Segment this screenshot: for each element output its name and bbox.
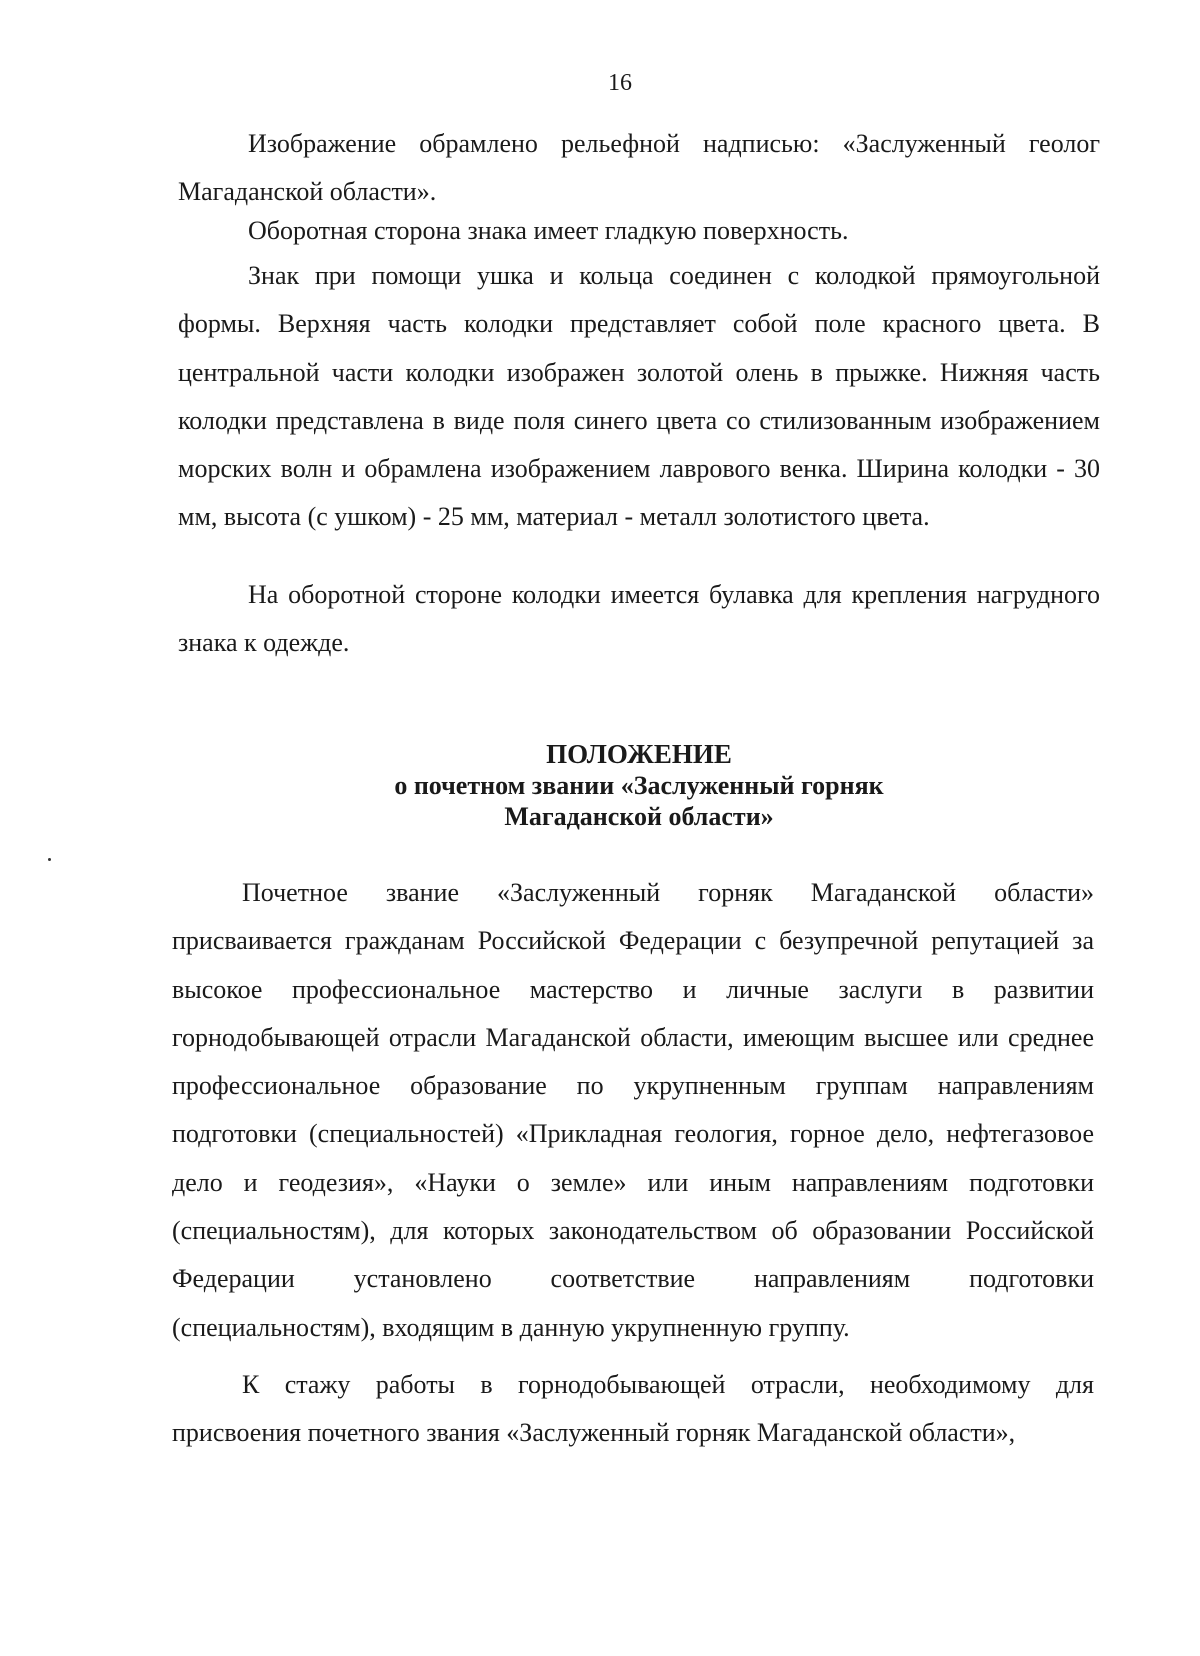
paragraph: На оборотной стороне колодки имеется булавка для крепления нагрудного знака к одежде. [178, 580, 1100, 658]
section-heading [178, 739, 1100, 832]
paragraph: Знак при помощи ушка и кольца соединен с колодкой прямоугольной формы. Верхняя часть колодки представляет собой поле красного цвета. В центральной части колодки изображен золотой олень в прыжке. Нижняя часть колодки представлена в виде поля синего цвета со стилизованным изображением морских волн и обрамлена изображением лаврового венка. Ширина колодки - 30 мм, высота (с ушком) - 25 мм, материал - металл золотистого цвета. [178, 261, 1100, 532]
heading-subtitle-line: Магаданской области» [504, 802, 774, 831]
page-number: 16 [608, 70, 632, 96]
paragraph: Изображение обрамлено рельефной надписью: «Заслуженный геолог Магаданской области». [178, 129, 1100, 207]
paragraph: К стажу работы в горнодобывающей отрасли, необходимому для присвоения почетного звания «Заслуженный горняк Магаданской области», [172, 1370, 1094, 1448]
scan-speck [48, 858, 51, 861]
paragraph: Оборотная сторона знака имеет гладкую поверхность. [248, 216, 849, 245]
paragraph: Почетное звание «Заслуженный горняк Магаданской области» присваивается гражданам Российской Федерации с безупречной репутацией за высокое профессиональное мастерство и личные заслуги в развитии горнодобывающей отрасли Магаданской области, имеющим высшее или среднее профессиональное образование по укрупненным группам направлениям подготовки (специальностей) «Прикладная геология, горное дело, нефтегазовое дело и геодезия», «Науки о земле» или иным направлениям подготовки (специальностям), для которых законодательством об образовании Российской Федерации установлено соответствие направлениям подготовки (специальностям), входящим в данную укрупненную группу. [172, 878, 1094, 1342]
heading-title: ПОЛОЖЕНИЕ [546, 739, 732, 769]
heading-subtitle-line: о почетном звании «Заслуженный горняк [394, 771, 884, 800]
